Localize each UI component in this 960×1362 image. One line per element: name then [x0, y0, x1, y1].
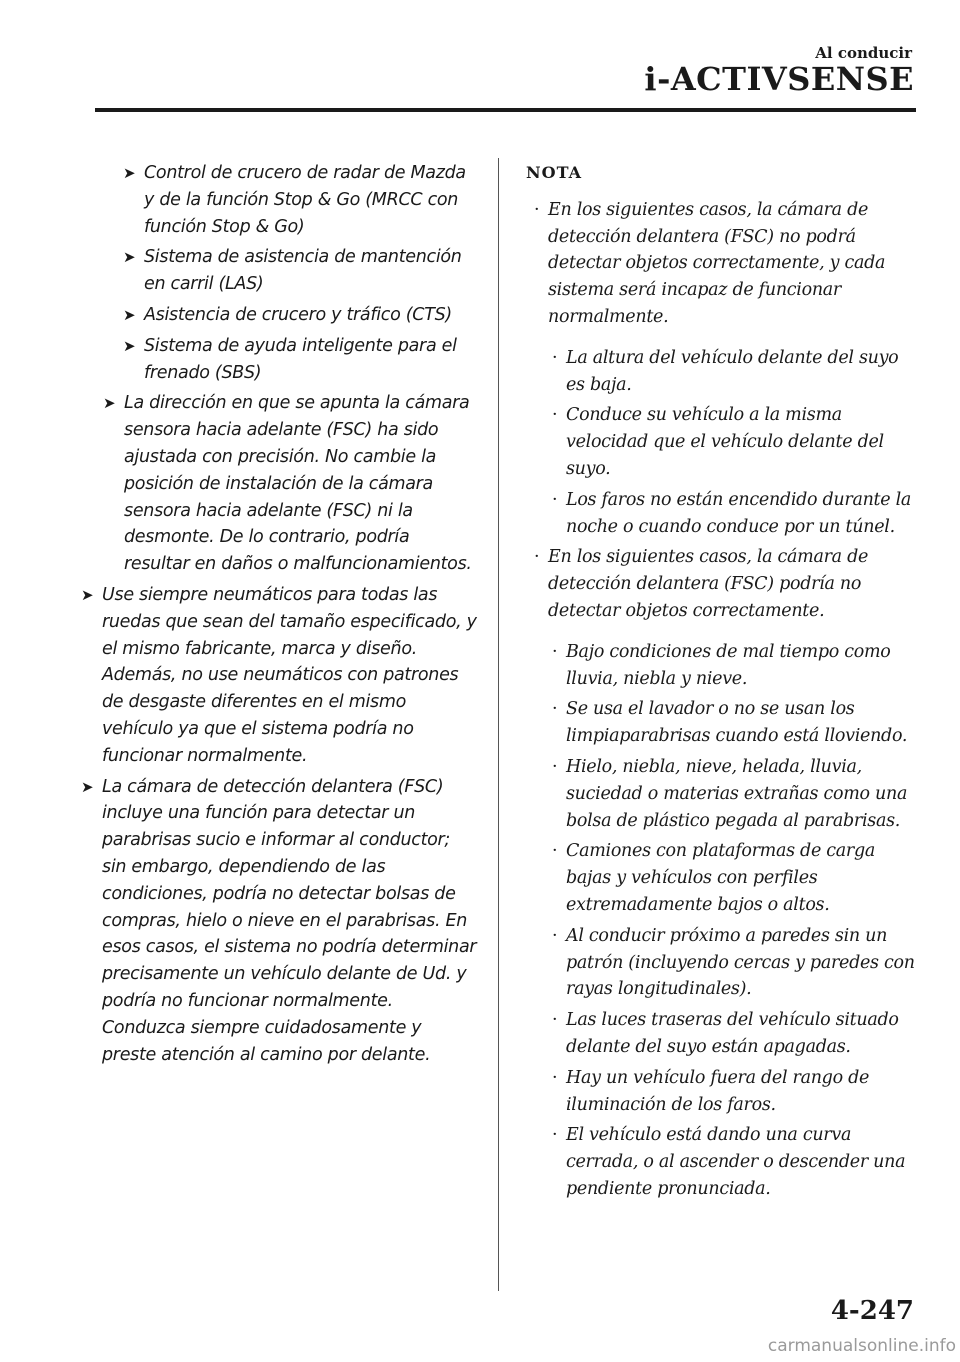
- dot-bullet-icon: ·: [552, 347, 558, 368]
- list-item-text: Sistema de asistencia de mantención en carril (LAS): [144, 247, 462, 295]
- list-item: [103, 390, 478, 578]
- list-item-text: La dirección en que se apunta la cámara sensora hacia adelante (FSC) ha sido ajustada con precisión. No cambie la posición de instalación de la cámara sensora hacia adelante (FSC) ni la desmonte. De lo contrario, podría resultar en daños o malfuncionamientos.: [124, 393, 472, 575]
- triangle-bullet-icon: ➤: [103, 394, 116, 413]
- list-item: [123, 333, 478, 387]
- nota-subitem-text: Al conducir próximo a paredes sin un patrón (incluyendo cercas y paredes con rayas longitudinales).: [566, 925, 915, 1000]
- list-item-text: Sistema de ayuda inteligente para el frenado (SBS): [144, 335, 457, 383]
- header-rule: [95, 108, 916, 112]
- list-item: [123, 302, 478, 329]
- nota-subitem: [552, 1122, 918, 1202]
- dot-bullet-icon: ·: [552, 1125, 558, 1146]
- list-item-text: Control de crucero de radar de Mazda y de la función Stop & Go (MRCC con función Stop & Go): [144, 163, 466, 237]
- list-item: [81, 774, 478, 1069]
- dot-bullet-icon: ·: [552, 1010, 558, 1031]
- nota-subitem-text: Hay un vehículo fuera del rango de iluminación de los faros.: [566, 1067, 870, 1115]
- nota-item: [534, 544, 918, 624]
- dot-bullet-icon: ·: [552, 405, 558, 426]
- list-item: [123, 244, 478, 298]
- nota-subitem-text: La altura del vehículo delante del suyo es baja.: [566, 347, 899, 395]
- triangle-bullet-icon: ➤: [81, 585, 94, 604]
- dot-bullet-icon: ·: [552, 699, 558, 720]
- list-item: [123, 160, 478, 240]
- nota-subitem: [552, 487, 918, 541]
- dot-bullet-icon: ·: [552, 1067, 558, 1088]
- dot-bullet-icon: ·: [552, 925, 558, 946]
- nota-subitem-text: Hielo, niebla, nieve, helada, lluvia, suciedad o materias extrañas como una bolsa de plástico pegada al parabrisas.: [566, 756, 908, 831]
- nota-subitem: [552, 923, 918, 1003]
- dot-bullet-icon: ·: [552, 756, 558, 777]
- page-title: i-ACTIVSENSE: [644, 60, 914, 98]
- nota-subitem-text: Camiones con plataformas de carga bajas y vehículos con perfiles extremadamente bajos o altos.: [566, 841, 875, 915]
- nota-subitem: [552, 838, 918, 918]
- nota-subitem: [552, 1007, 918, 1061]
- triangle-bullet-icon: ➤: [123, 164, 136, 182]
- nota-subitem: [552, 696, 918, 750]
- triangle-bullet-icon: ➤: [81, 777, 94, 796]
- dot-bullet-icon: ·: [552, 489, 558, 510]
- nota-subitem: [552, 402, 918, 482]
- nota-subitem-text: Bajo condiciones de mal tiempo como lluvia, niebla y nieve.: [566, 641, 891, 689]
- triangle-bullet-icon: ➤: [123, 336, 136, 355]
- nota-subitem-text: Se usa el lavador o no se usan los limpiaparabrisas cuando está lloviendo.: [566, 699, 908, 747]
- triangle-bullet-icon: ➤: [123, 305, 136, 324]
- dot-bullet-icon: ·: [552, 641, 558, 662]
- nota-item: [534, 197, 918, 331]
- page-number: 4-247: [830, 1296, 914, 1326]
- nota-subitem-text: Las luces traseras del vehículo situado delante del suyo están apagadas.: [566, 1010, 899, 1057]
- nota-subitem: [552, 345, 918, 399]
- nota-subitem-text: Los faros no están encendido durante la noche o cuando conduce por un túnel.: [566, 489, 912, 537]
- nota-subitem-text: El vehículo está dando una curva cerrada, o al ascender o descender una pendiente pronunciada.: [566, 1125, 906, 1199]
- list-item-text: La cámara de detección delantera (FSC) incluye una función para detectar un parabrisas sucio e informar al conductor; sin embargo, dependiendo de las condiciones, podría no detectar bolsas de compras, hielo o nieve en el parabrisas. En esos casos, el sistema no podría determinar precisamente un vehículo delante de Ud. y podría no funcionar normalmente. Conduzca siempre cuidadosamente y preste atención al camino por delante.: [102, 776, 477, 1065]
- watermark-link[interactable]: carmanualsonline.info: [767, 1336, 956, 1356]
- triangle-bullet-icon: ➤: [123, 248, 136, 267]
- nota-item-text: En los siguientes casos, la cámara de detección delantera (FSC) no podrá detectar objetos correctamente, y cada sistema será incapaz de funcionar normalmente.: [548, 199, 886, 327]
- dot-bullet-icon: ·: [534, 547, 540, 568]
- dot-bullet-icon: ·: [552, 841, 558, 862]
- nota-subitem: [552, 639, 918, 693]
- list-item: [81, 582, 478, 770]
- right-column: [518, 160, 918, 1207]
- dot-bullet-icon: ·: [534, 199, 540, 220]
- nota-subitem: [552, 1065, 918, 1119]
- nota-item-text: En los siguientes casos, la cámara de detección delantera (FSC) podría no detectar objetos correctamente.: [548, 547, 869, 621]
- nota-subitem-text: Conduce su vehículo a la misma velocidad que el vehículo delante del suyo.: [566, 405, 884, 479]
- list-item-text: Use siempre neumáticos para todas las ruedas que sean del tamaño especificado, y el mismo fabricante, marca y diseño. Además, no use neumáticos con patrones de desgaste diferentes en el mismo vehículo ya que el sistema podría no funcionar normalmente.: [102, 584, 477, 766]
- list-item-text: Asistencia de crucero y tráfico (CTS): [144, 304, 452, 325]
- nota-subitem: [552, 754, 918, 834]
- left-column: [68, 160, 478, 1072]
- column-divider: [498, 158, 499, 1291]
- nota-heading: NOTA: [526, 163, 583, 182]
- section-label: Al conducir: [815, 44, 912, 62]
